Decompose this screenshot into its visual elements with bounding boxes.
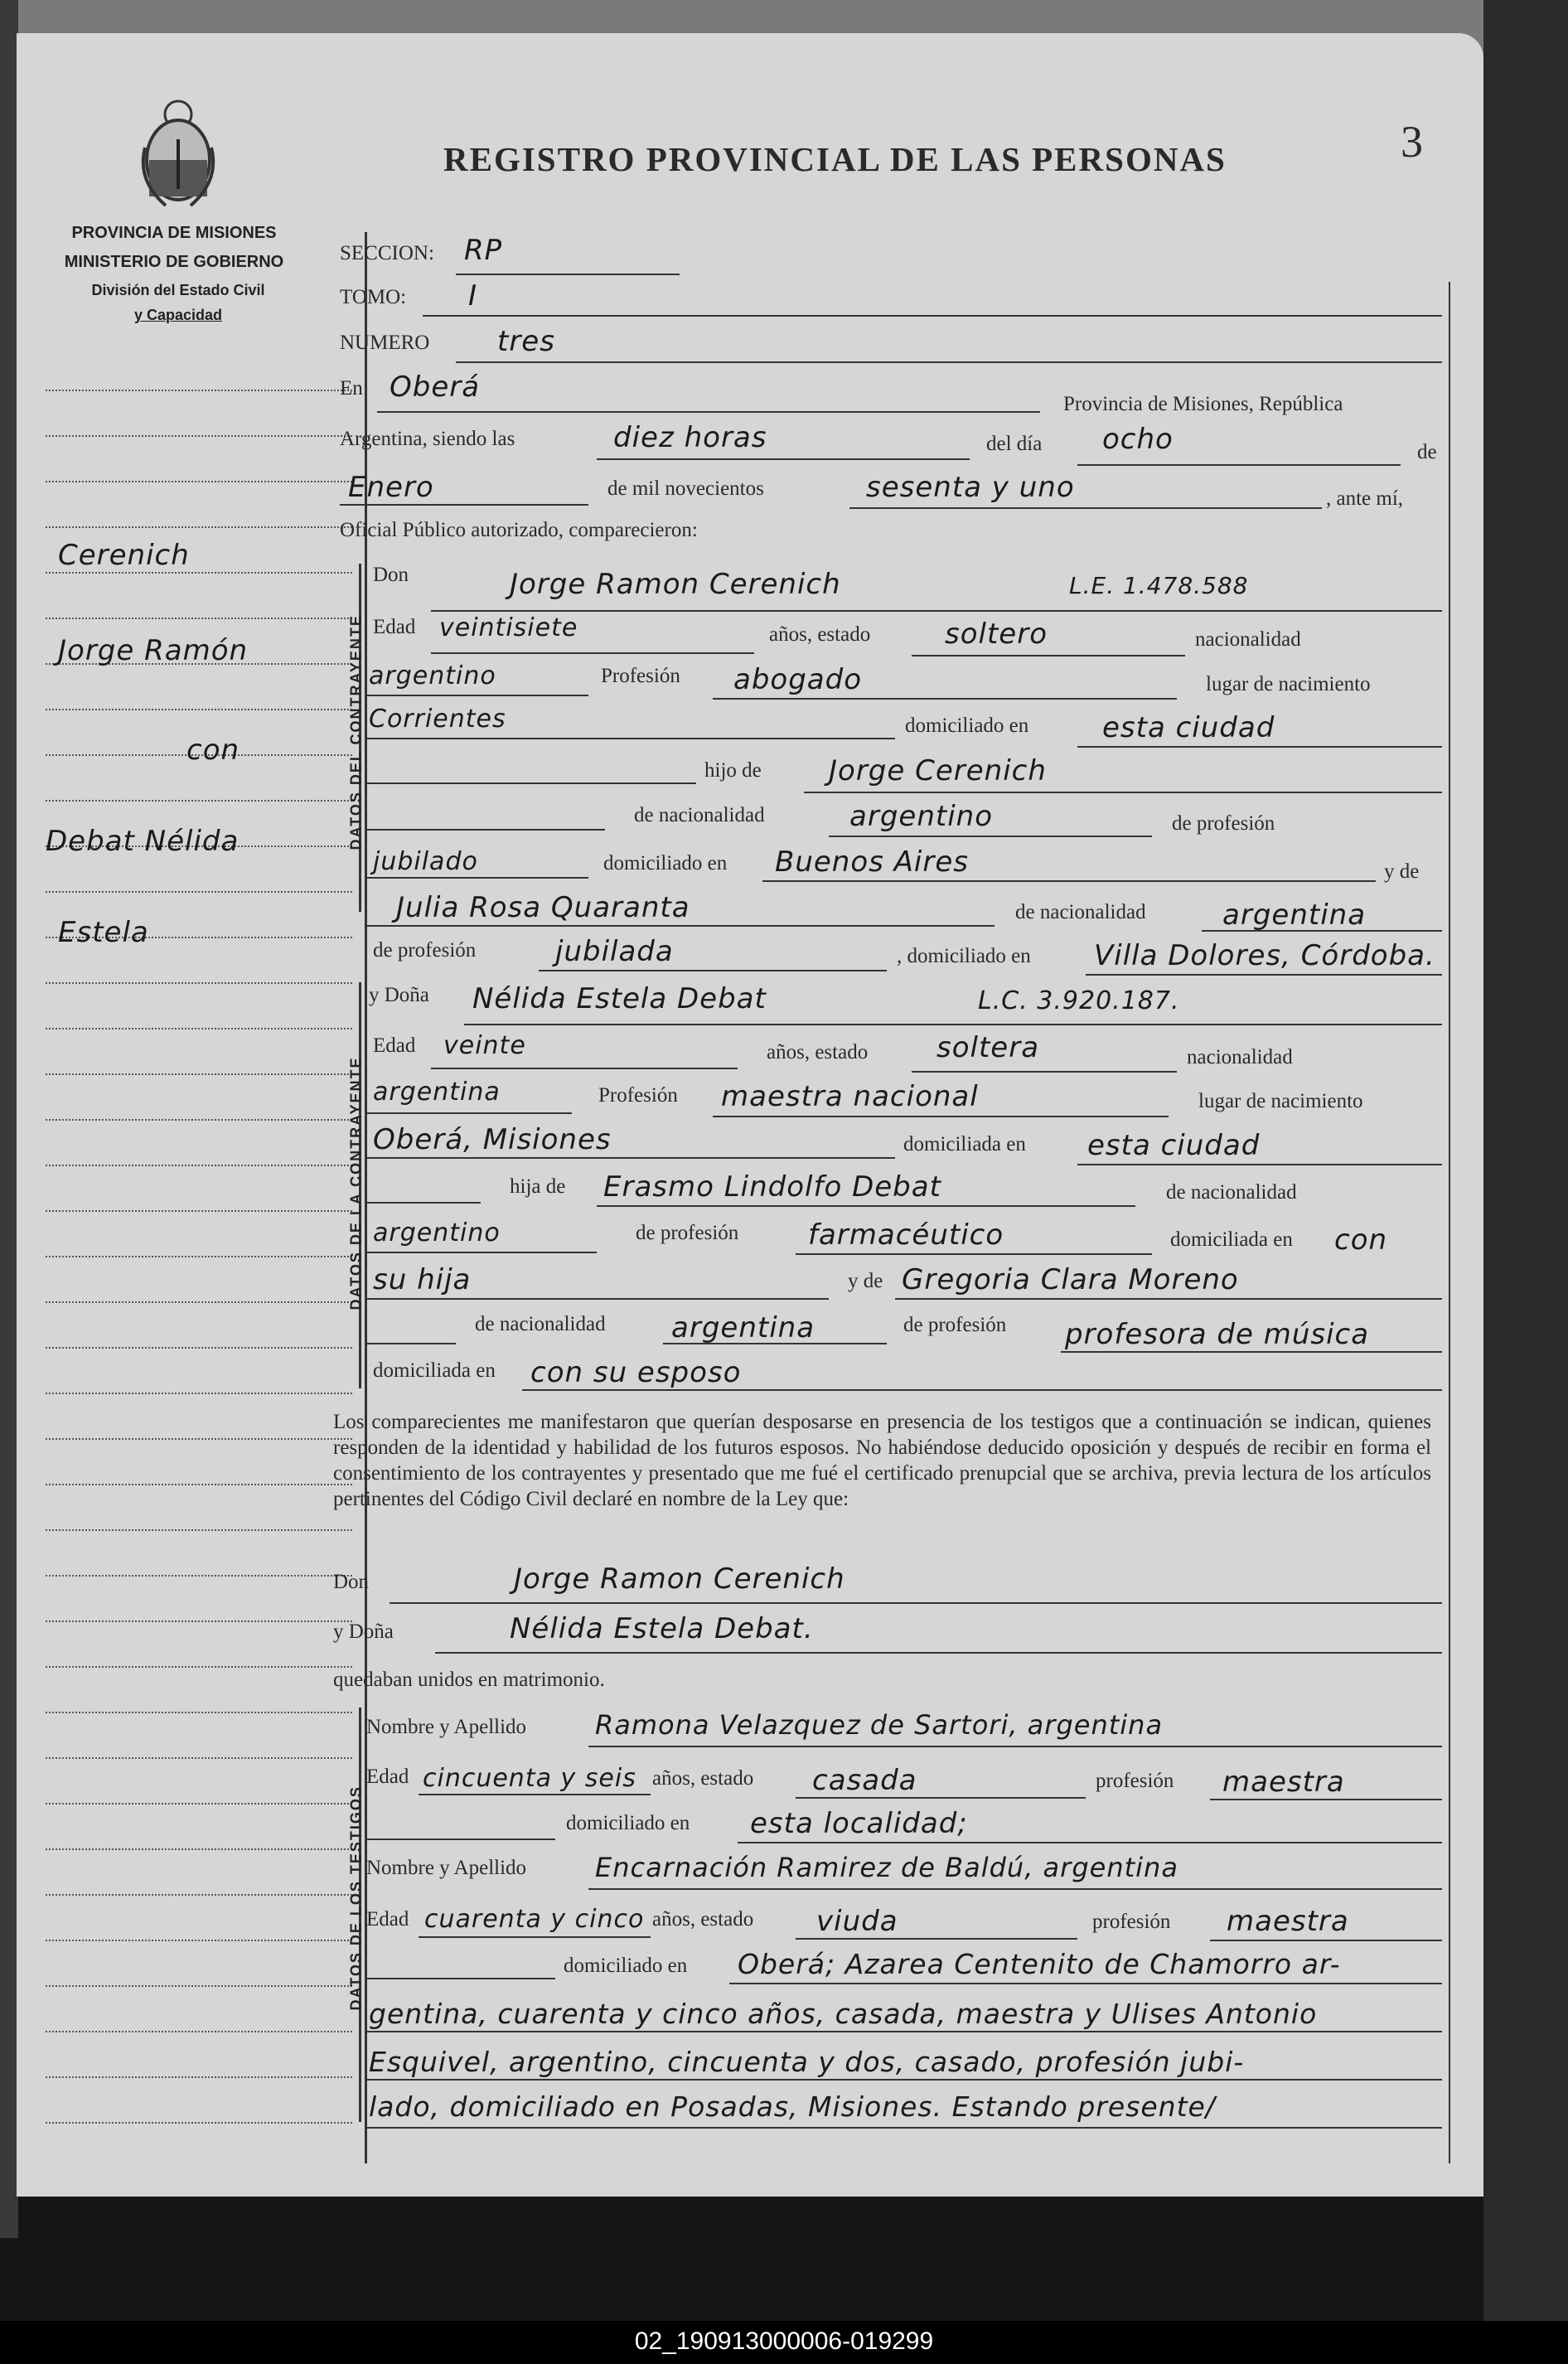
margin-ruled-line [46, 1438, 352, 1440]
c2-edad: veinte [443, 1031, 526, 1060]
margin-ruled-line [46, 1256, 352, 1257]
c2-domicilio: esta ciudad [1087, 1129, 1261, 1162]
margin-ruled-line [46, 1666, 352, 1668]
t2-edad-line [419, 1936, 651, 1938]
coat-of-arms-icon [133, 90, 224, 214]
en-line [377, 411, 1040, 413]
margin-ruled-line [46, 2076, 352, 2078]
c2-padre-line [597, 1205, 1135, 1207]
t1-edad-line [419, 1794, 651, 1795]
t-cont-line-1: gentina, cuarenta y cinco años, casada, maestra y Ulises Antonio [369, 1998, 1318, 2030]
c2-de-nac-label: de nacionalidad [1166, 1181, 1297, 1204]
c1-madre-nac-line [1202, 930, 1442, 932]
c2-domiciliada-label: domiciliada en [903, 1133, 1026, 1155]
c1-profesion-line [713, 698, 1177, 700]
margin-ruled-line [46, 572, 352, 574]
margin-ruled-line [46, 1620, 352, 1622]
c2-anos-label: años, estado [767, 1041, 869, 1063]
c2-de-prof-label: de profesión [636, 1222, 739, 1244]
c2-blank-line [365, 1202, 481, 1204]
c1-madre-dom: Villa Dolores, Córdoba. [1094, 939, 1435, 972]
c2-dom2-label: domiciliada en [373, 1359, 496, 1382]
c1-de-prof-label: de profesión [1172, 812, 1275, 835]
t2-name-line [588, 1888, 1442, 1890]
c2-madre-dom-line [522, 1389, 1442, 1391]
c1-profesion: abogado [733, 663, 863, 696]
t1-nombre-label: Nombre y Apellido [366, 1716, 527, 1738]
en-label: En [340, 377, 363, 400]
declaration-paragraph: Los comparecientes me manifestaron que querían desposarse en presencia de los testigos que a continuación se indican, quienes responden de la identidad y habilidad de los futuros esposos. No habiéndose deducido oposición y después de recibir en forma el consentimiento de los contrayentes y presentado que me fué el certificado prenupcial que se archiva, previa lectura de los artículos pertinentes del Código Civil declaré en nombre de la Ley que: [333, 1411, 1431, 1510]
t1-dom: esta localidad; [750, 1807, 968, 1840]
c1-profesion-label: Profesión [601, 665, 680, 687]
c2-blank-line-2 [365, 1343, 456, 1344]
c2-y-de-label: y de [848, 1270, 883, 1292]
ante-mi: , ante mí, [1326, 487, 1404, 510]
c1-edad-line [431, 652, 754, 654]
margin-ruled-line [46, 1210, 352, 1212]
t1-estado: casada [812, 1764, 917, 1797]
ministry-line-1: PROVINCIA DE MISIONES [71, 224, 277, 242]
decl-don-value: Jorge Ramon Cerenich [514, 1562, 845, 1596]
mes-value: Enero [348, 471, 434, 504]
t-cont-line-1-rule [365, 2031, 1442, 2032]
t1-prof: maestra [1222, 1766, 1345, 1799]
decl-dona-value: Nélida Estela Debat. [510, 1612, 814, 1645]
c2-madre-nac: argentina [671, 1311, 815, 1344]
margin-ruled-line [46, 1529, 352, 1531]
c1-padre-dom: Buenos Aires [775, 845, 969, 879]
c2-de-prof2-label: de profesión [903, 1314, 1007, 1336]
contrayente2-side-label: DATOS DE LA CONTRAYENTE [347, 1056, 365, 1310]
margin-ruled-line [46, 526, 352, 528]
t1-anos-label: años, estado [652, 1767, 754, 1790]
c1-padre-prof-line [365, 877, 588, 879]
c1-padre-prof: jubilado [373, 847, 478, 876]
margin-ruled-line [46, 618, 352, 619]
c2-hija-label: hija de [510, 1175, 566, 1198]
c2-profesion-label: Profesión [598, 1084, 678, 1107]
ministry-line-2: MINISTERIO DE GOBIERNO [64, 253, 284, 271]
dia-line [1077, 464, 1401, 466]
t2-edad: cuarenta y cinco [424, 1905, 645, 1934]
t1-name-line [588, 1746, 1442, 1747]
margin-ruled-line [46, 1848, 352, 1850]
seccion-value: RP [464, 234, 503, 267]
c2-domicilio-line [1077, 1164, 1442, 1165]
c2-dom-label: domiciliada en [1170, 1228, 1293, 1251]
t1-blank-line [365, 1838, 555, 1840]
c2-madre-prof-line [1061, 1351, 1442, 1353]
t2-dom-line [729, 1983, 1442, 1984]
c1-madre-line [365, 925, 995, 927]
c1-padre: Jorge Cerenich [829, 754, 1047, 787]
oficial-text: Oficial Público autorizado, comparecieron: [340, 519, 698, 541]
numero-value: tres [497, 325, 555, 358]
hora-value: diez horas [613, 421, 767, 454]
c1-doc: L.E. 1.478.588 [1069, 572, 1249, 599]
margin-ruled-line [46, 1119, 352, 1121]
c1-dom-en-label: domiciliado en [603, 852, 728, 874]
margin-ruled-line [46, 891, 352, 893]
margin-ruled-line [46, 1347, 352, 1349]
t2-estado-line [796, 1938, 1077, 1940]
c2-lugar-label: lugar de nacimiento [1198, 1090, 1363, 1112]
margin-ruled-line [46, 1073, 352, 1075]
ministry-line-3: División del Estado Civil [91, 282, 265, 298]
right-border [1449, 282, 1450, 2163]
margin-bride-2: Estela [58, 916, 149, 949]
t1-profesion-label: profesión [1096, 1770, 1174, 1792]
c2-madre: Gregoria Clara Moreno [902, 1263, 1239, 1296]
c1-padre-line [804, 792, 1442, 793]
t-cont-line-2-rule [365, 2079, 1442, 2081]
margin-ruled-line [46, 390, 352, 391]
anio-line [849, 507, 1322, 509]
c2-nacionalidad-line [365, 1112, 572, 1114]
t2-prof-line [1210, 1940, 1442, 1941]
numero-label: NUMERO [340, 332, 430, 354]
c2-edad-line [431, 1068, 738, 1069]
c1-anos-label: años, estado [769, 623, 871, 646]
t2-anos-label: años, estado [652, 1908, 754, 1930]
c2-madre-dom: con su esposo [530, 1356, 742, 1389]
argentina-text: Argentina, siendo las [340, 428, 515, 450]
c1-name: Jorge Ramon Cerenich [510, 568, 841, 601]
c2-su-hija: su hija [373, 1263, 472, 1296]
t-cont-line-2: Esquivel, argentino, cincuenta y dos, casado, profesión jubi- [369, 2046, 1245, 2078]
c1-lugar-label: lugar de nacimiento [1206, 673, 1371, 695]
tomo-label: TOMO: [340, 286, 407, 308]
margin-ruled-line [46, 1575, 352, 1577]
c2-lugar-line [365, 1157, 895, 1159]
c2-estado: soltera [936, 1031, 1040, 1064]
c1-domicilio-line [1077, 746, 1442, 748]
t2-estado: viuda [816, 1905, 898, 1938]
margin-ruled-line [46, 1165, 352, 1166]
decl-don-label: Don [333, 1571, 370, 1593]
c2-name: Nélida Estela Debat [472, 982, 767, 1015]
margin-ruled-line [46, 800, 352, 802]
c2-nacionalidad-label: nacionalidad [1187, 1046, 1293, 1068]
t1-edad: cincuenta y seis [423, 1764, 636, 1793]
c1-de-prof2-label: de profesión [373, 939, 477, 962]
decl-dona-label: y Doña [333, 1620, 394, 1643]
c2-padre-prof: farmacéutico [808, 1218, 1004, 1252]
margin-ruled-line [46, 1940, 352, 1941]
c2-padre-nac-line [365, 1252, 597, 1253]
tomo-value: I [468, 279, 478, 312]
t-cont-line-3: lado, domiciliado en Posadas, Misiones. Estando presente/ [369, 2090, 1216, 2123]
c1-nacionalidad: argentino [369, 661, 496, 690]
background-right [1483, 0, 1568, 2364]
c1-lugar: Corrientes [369, 705, 506, 734]
c2-padre-nac: argentino [373, 1218, 501, 1247]
margin-ruled-line [46, 435, 352, 437]
margin-ruled-line [46, 1301, 352, 1303]
c2-de-nac2-label: de nacionalidad [475, 1313, 606, 1335]
t1-dom-label: domiciliado en [566, 1812, 690, 1834]
t1-dom-line [738, 1842, 1442, 1843]
t2-dom: Oberá; Azarea Centenito de Chamorro ar- [738, 1948, 1341, 1980]
t2-edad-label: Edad [366, 1908, 409, 1930]
margin-name: Jorge Ramón [58, 634, 249, 667]
page-title: REGISTRO PROVINCIAL DE LAS PERSONAS [443, 140, 1227, 178]
provincia-text: Provincia de Misiones, República [1063, 393, 1343, 415]
margin-ruled-line [46, 1985, 352, 1987]
del-dia-label: del día [986, 433, 1043, 455]
margin-con: con [186, 734, 240, 767]
c1-hijo-label: hijo de [704, 759, 762, 782]
c1-estado-line [912, 655, 1185, 656]
c2-padre-prof-line [796, 1253, 1152, 1255]
c1-estado: soltero [945, 618, 1048, 651]
c2-profesion-line [713, 1116, 1169, 1117]
margin-ruled-line [46, 1757, 352, 1759]
t-cont-line-3-rule [365, 2127, 1442, 2129]
c2-doc: L.C. 3.920.187. [978, 986, 1180, 1015]
hora-line [597, 458, 970, 460]
c1-dom2-label: , domiciliado en [897, 945, 1031, 967]
c1-de-nac-label: de nacionalidad [634, 804, 765, 826]
c2-padre: Erasmo Lindolfo Debat [603, 1170, 941, 1204]
anio-value: sesenta y uno [866, 471, 1075, 504]
c1-don-label: Don [373, 564, 409, 586]
c1-edad-label: Edad [373, 616, 416, 638]
decl-dona-line [435, 1652, 1442, 1654]
c1-padre-dom-line [762, 880, 1376, 882]
c1-blank-line [365, 782, 696, 784]
ministry-line-4: y Capacidad [133, 307, 223, 323]
decl-don-line [390, 1602, 1442, 1604]
margin-bride: Debat Nélida [46, 825, 240, 858]
t1-prof-line [1210, 1799, 1442, 1800]
background-left [0, 0, 18, 2238]
c1-name-line [431, 610, 1442, 612]
c2-madre-prof: profesora de música [1065, 1318, 1370, 1351]
t1-estado-line [796, 1797, 1086, 1799]
tomo-line [423, 315, 1442, 317]
c1-domiciliado-label: domiciliado en [905, 715, 1029, 737]
c1-madre-prof-line [539, 970, 887, 971]
c1-madre-dom-line [1086, 974, 1442, 976]
margin-ruled-line [46, 709, 352, 710]
c2-madre-nac-line [663, 1343, 887, 1344]
c1-lugar-line [365, 738, 895, 739]
testigos-side-label: DATOS DE LOS TESTIGOS [347, 1785, 365, 2011]
c1-madre-nac: argentina [1222, 899, 1367, 932]
c1-nacionalidad-line [365, 695, 588, 696]
c2-name-line [464, 1024, 1442, 1025]
margin-ruled-line [46, 1712, 352, 1713]
t2-blank-line [365, 1978, 555, 1979]
c2-edad-label: Edad [373, 1034, 416, 1057]
margin-ruled-line [46, 1894, 352, 1896]
margin-ruled-line [46, 481, 352, 482]
en-value: Oberá [390, 371, 481, 404]
c1-padre-nac-line [829, 836, 1152, 837]
c2-estado-line [912, 1071, 1177, 1073]
margin-ruled-line [46, 1803, 352, 1804]
margin-ruled-line [46, 2122, 352, 2124]
t2-prof: maestra [1227, 1905, 1349, 1938]
margin-surname: Cerenich [58, 539, 190, 572]
c1-madre-prof: jubilada [555, 935, 674, 968]
c1-blank-line-2 [365, 829, 605, 831]
c1-y-de-label: y de [1384, 860, 1420, 883]
c2-su-hija-line [365, 1298, 829, 1300]
margin-ruled-line [46, 1393, 352, 1394]
c2-lugar: Oberá, Misiones [373, 1123, 612, 1156]
c2-profesion: maestra nacional [721, 1080, 979, 1113]
margin-ruled-line [46, 982, 352, 984]
contrayente1-side-label: DATOS DEL CONTRAYENTE [347, 614, 365, 850]
numero-line [456, 361, 1442, 363]
de-label: de [1417, 441, 1437, 463]
t1-name: Ramona Velazquez de Sartori, argentina [595, 1709, 1164, 1741]
t2-nombre-label: Nombre y Apellido [366, 1857, 527, 1879]
margin-ruled-line [46, 1028, 352, 1029]
c1-edad: veintisiete [439, 613, 578, 642]
c2-dom-value: con [1334, 1223, 1388, 1257]
page-number: 3 [1401, 117, 1423, 167]
t2-dom-label: domiciliado en [564, 1955, 688, 1977]
c2-madre-line [895, 1298, 1442, 1300]
c1-de-nac2-label: de nacionalidad [1015, 901, 1146, 923]
mil-text: de mil novecientos [607, 477, 764, 500]
t2-profesion-label: profesión [1092, 1911, 1171, 1933]
margin-ruled-line [46, 2031, 352, 2032]
c1-nacionalidad-label: nacionalidad [1195, 628, 1301, 651]
decl-unidos: quedaban unidos en matrimonio. [333, 1669, 605, 1691]
c2-nacionalidad: argentina [373, 1078, 501, 1107]
t1-edad-label: Edad [366, 1766, 409, 1788]
seccion-label: SECCION: [340, 242, 434, 264]
c1-padre-nac: argentino [849, 800, 993, 833]
c1-madre: Julia Rosa Quaranta [396, 891, 690, 924]
seccion-line [456, 274, 680, 275]
c2-dona-label: y Doña [369, 984, 429, 1006]
dia-value: ocho [1102, 423, 1174, 456]
mes-line [340, 504, 588, 506]
footer-code: 02_190913000006-019299 [634, 2328, 934, 2355]
c1-domicilio: esta ciudad [1102, 711, 1275, 744]
t2-name: Encarnación Ramirez de Baldú, argentina [595, 1852, 1178, 1883]
margin-ruled-line [46, 1484, 352, 1485]
